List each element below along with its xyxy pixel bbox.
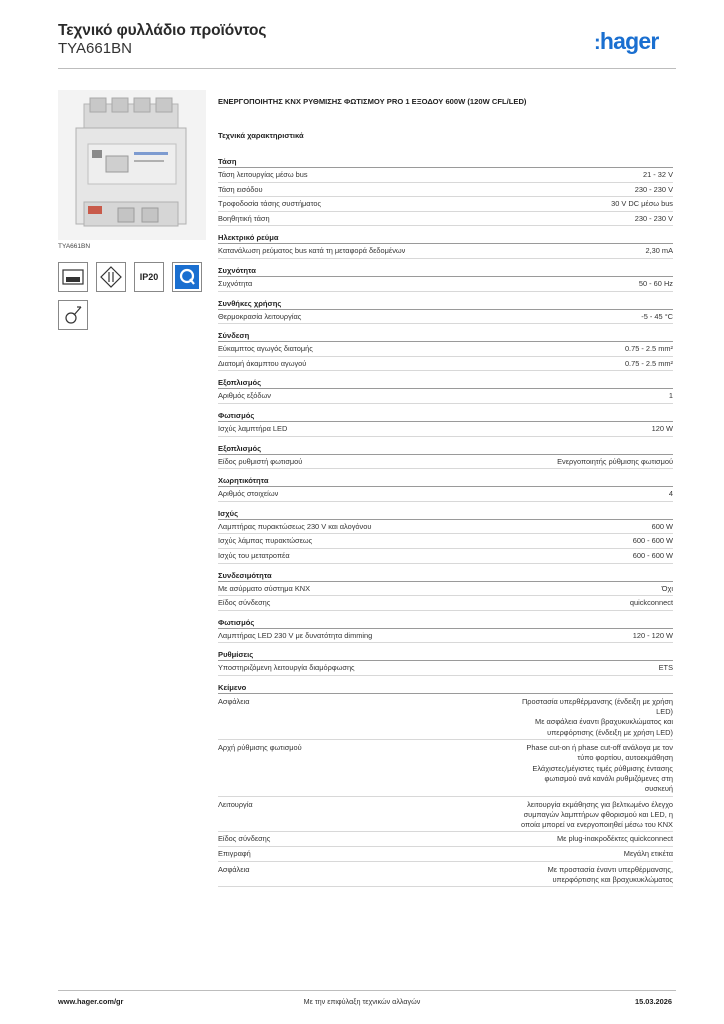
spec-section	[218, 474, 673, 502]
spec-section	[218, 569, 673, 611]
double-insulation-icon	[96, 262, 126, 292]
text-row-value-line: Προστασία υπερθέρμανσης (ένδειξη με χρήση	[521, 696, 673, 706]
text-section	[218, 681, 673, 887]
text-row	[218, 694, 673, 740]
ip20-badge: IP20	[134, 262, 164, 292]
spec-row	[218, 520, 673, 535]
spec-row	[218, 661, 673, 676]
text-row	[218, 862, 673, 888]
text-row-value-line: υπερφόρτισης και βραχυκυκλώματος	[552, 874, 673, 884]
spec-value: 2,30 mA	[645, 246, 673, 256]
spec-row	[218, 212, 673, 227]
spec-label: Λαμπτήρας LED 230 V με δυνατότητα dimming	[218, 630, 373, 640]
section-title: Συχνότητα	[218, 264, 673, 277]
dimming-symbol-icon	[58, 300, 88, 330]
section-title: Ρυθμίσεις	[218, 648, 673, 661]
spec-row	[218, 487, 673, 502]
header-divider	[58, 68, 676, 69]
quality-mark-icon	[172, 262, 202, 292]
text-row-value-line: συμπαγών λαμπτήρων φθορισμού και LED, η	[523, 809, 673, 819]
text-row-value-line: Με προστασία έναντι υπερθέρμανσης,	[547, 864, 673, 874]
spec-row	[218, 310, 673, 325]
spec-value: 0.75 - 2.5 mm²	[624, 358, 673, 368]
text-row-value	[458, 832, 673, 846]
logo-text: hager	[599, 28, 659, 54]
spec-row	[218, 342, 673, 357]
spec-label: Ισχύς του μετατροπέα	[218, 550, 290, 560]
spec-row	[218, 277, 673, 292]
footer-divider	[58, 990, 676, 991]
section-title: Φωτισμός	[218, 409, 673, 422]
text-row-value-line: συσκευή	[644, 784, 673, 794]
spec-label: Είδος ρυθμιστή φωτισμού	[218, 456, 303, 466]
text-row-value	[458, 847, 673, 861]
spec-value: 30 V DC μέσω bus	[611, 199, 673, 209]
document-title: Τεχνικό φυλλάδιο προϊόντος	[58, 22, 267, 39]
text-row-value-line: Με plug-inακροδέκτες quickconnect	[556, 834, 673, 844]
text-row-value-line: φωτισμού ανά κανάλι ρυθμιζόμενες στη	[544, 773, 673, 783]
spec-section	[218, 442, 673, 470]
spec-value: 230 - 230 V	[634, 213, 673, 223]
spec-value: 230 - 230 V	[634, 184, 673, 194]
spec-label: Τροφοδοσία τάσης συστήματος	[218, 199, 322, 209]
text-row-value-line: Phase cut-on ή phase cut-off ανάλογα με τον	[526, 743, 673, 753]
footer-note: Με την επιφύλαξη τεχνικών αλλαγών	[303, 997, 421, 1006]
knx-cert-icon	[58, 262, 88, 292]
text-row-value	[458, 740, 673, 795]
spec-value: Όχι	[661, 583, 673, 593]
spec-section	[218, 507, 673, 564]
text-row-value-line: λειτουργία εκμάθησης για βελτιωμένο έλεγχο	[527, 799, 673, 809]
section-title: Συνδεσιμότητα	[218, 569, 673, 582]
text-row-label: Αρχή ρύθμισης φωτισμού	[218, 743, 302, 753]
spec-value: 600 - 600 W	[632, 536, 673, 546]
section-title: Χωρητικότητα	[218, 474, 673, 487]
spec-row	[218, 197, 673, 212]
section-title: Σύνδεση	[218, 329, 673, 342]
spec-value: Ενεργοποιητής ρύθμισης φωτισμού	[557, 456, 673, 466]
text-row-value	[458, 797, 673, 832]
spec-row	[218, 629, 673, 644]
text-row-label: Επιγραφή	[218, 849, 251, 859]
text-row-value	[458, 862, 673, 887]
section-title: Φωτισμός	[218, 616, 673, 629]
spec-row	[218, 244, 673, 259]
text-row-label: Ασφάλεια	[218, 696, 250, 706]
spec-value: 600 - 600 W	[632, 550, 673, 560]
document-subtitle: TYA661BN	[58, 40, 132, 57]
spec-row	[218, 422, 673, 437]
section-title: Συνθήκες χρήσης	[218, 297, 673, 310]
text-row-value-line: Μεγάλη ετικέτα	[623, 849, 673, 859]
spec-value: 50 - 60 Hz	[638, 278, 673, 288]
text-row	[218, 832, 673, 847]
spec-label: Αριθμός εξόδων	[218, 391, 271, 401]
spec-label: Με ασύρματο σύστημα KNX	[218, 583, 311, 593]
text-row-label: Είδος σύνδεσης	[218, 834, 271, 844]
section-title: Τάση	[218, 155, 673, 168]
spec-row	[218, 168, 673, 183]
spec-section	[218, 297, 673, 325]
text-row	[218, 740, 673, 796]
section-title: Εξοπλισμός	[218, 376, 673, 389]
footer-website: www.hager.com/gr	[58, 997, 124, 1006]
spec-row	[218, 357, 673, 372]
text-row	[218, 847, 673, 862]
spec-label: Εύκαμπτος αγωγός διατομής	[218, 344, 313, 354]
section-title: Εξοπλισμός	[218, 442, 673, 455]
spec-label: Διατομή άκαμπτου αγωγού	[218, 358, 307, 368]
spec-value: 600 W	[651, 521, 673, 531]
spec-label: Υποστηριζόμενη λειτουργία διαμόρφωσης	[218, 663, 355, 673]
spec-value: ETS	[658, 663, 673, 673]
spec-label: Τάση λειτουργίας μέσω bus	[218, 170, 308, 179]
product-name: ΕΝΕΡΓΟΠΟΙΗΤΗΣ KNX ΡΥΘΜΙΣΗΣ ΦΩΤΙΣΜΟΥ PRO 1 ΕΞΟΔΟΥ 600W (120W CFL/LED)	[218, 97, 527, 106]
spec-value: 1	[668, 391, 673, 401]
text-row-label: Ασφάλεια	[218, 864, 250, 874]
logo-prefix: :	[594, 32, 600, 54]
spec-label: Ισχύς λάμπας πυρακτώσεως	[218, 536, 313, 546]
spec-label: Κατανάλωση ρεύματος bus κατά τη μεταφορά δεδομένων	[218, 246, 406, 256]
product-image	[58, 90, 206, 240]
spec-value: quickconnect	[629, 598, 673, 608]
spec-value: 120 - 120 W	[632, 630, 673, 640]
spec-section	[218, 409, 673, 437]
section-title: Ηλεκτρικό ρεύμα	[218, 231, 673, 244]
spec-section	[218, 648, 673, 676]
spec-value: 21 - 32 V	[643, 170, 673, 179]
spec-section	[218, 231, 673, 259]
spec-value: -5 - 45 °C	[641, 311, 673, 321]
spec-value: 0.75 - 2.5 mm²	[624, 344, 673, 354]
tech-heading: Τεχνικά χαρακτηριστικά	[218, 131, 304, 140]
spec-label: Λαμπτήρας πυρακτώσεως 230 V και αλογόνου	[218, 521, 372, 531]
spec-section	[218, 376, 673, 404]
text-row	[218, 797, 673, 833]
spec-label: Αριθμός στοιχείων	[218, 489, 279, 499]
spec-sections	[218, 150, 673, 887]
spec-section	[218, 616, 673, 644]
text-row-value-line: Ελάχιστες/μέγιστες τιμές ρύθμισης έντασης	[532, 763, 673, 773]
product-device-illustration	[58, 90, 206, 240]
product-image-caption: TYA661BN	[58, 243, 91, 250]
spec-label: Θερμοκρασία λειτουργίας	[218, 311, 302, 321]
spec-row	[218, 455, 673, 470]
text-row-value-line: Με ασφάλεια έναντι βραχυκυκλώματος και	[535, 717, 673, 727]
section-title: Ισχύς	[218, 507, 673, 520]
spec-label: Συχνότητα	[218, 278, 253, 288]
spec-value: 4	[668, 489, 673, 499]
spec-row	[218, 549, 673, 564]
spec-label: Ισχύς λαμπτήρα LED	[218, 423, 288, 433]
text-row-label: Λειτουργία	[218, 799, 253, 809]
spec-row	[218, 183, 673, 198]
text-row-value	[458, 694, 673, 739]
text-row-value-line: τύπο φορτίου, αυτοεκμάθηση	[577, 753, 673, 763]
text-row-value-line: LED)	[656, 707, 673, 717]
section-title: Κείμενο	[218, 681, 673, 694]
spec-row	[218, 534, 673, 549]
spec-label: Βοηθητική τάση	[218, 213, 270, 223]
footer-date: 15.03.2026	[635, 997, 672, 1006]
spec-row	[218, 389, 673, 404]
spec-row	[218, 596, 673, 611]
spec-section	[218, 155, 673, 226]
spec-label: Τάση εισόδου	[218, 184, 263, 194]
spec-row	[218, 582, 673, 597]
spec-label: Είδος σύνδεσης	[218, 598, 271, 608]
spec-value: 120 W	[651, 423, 673, 433]
spec-section	[218, 329, 673, 371]
text-row-value-line: υπερφόρτισης (ένδειξη με χρήση LED)	[547, 727, 673, 737]
spec-section	[218, 264, 673, 292]
hager-logo	[594, 28, 659, 55]
text-row-value-line: οποία μπορεί να ενεργοποιηθεί μέσω του KNX	[521, 820, 673, 830]
